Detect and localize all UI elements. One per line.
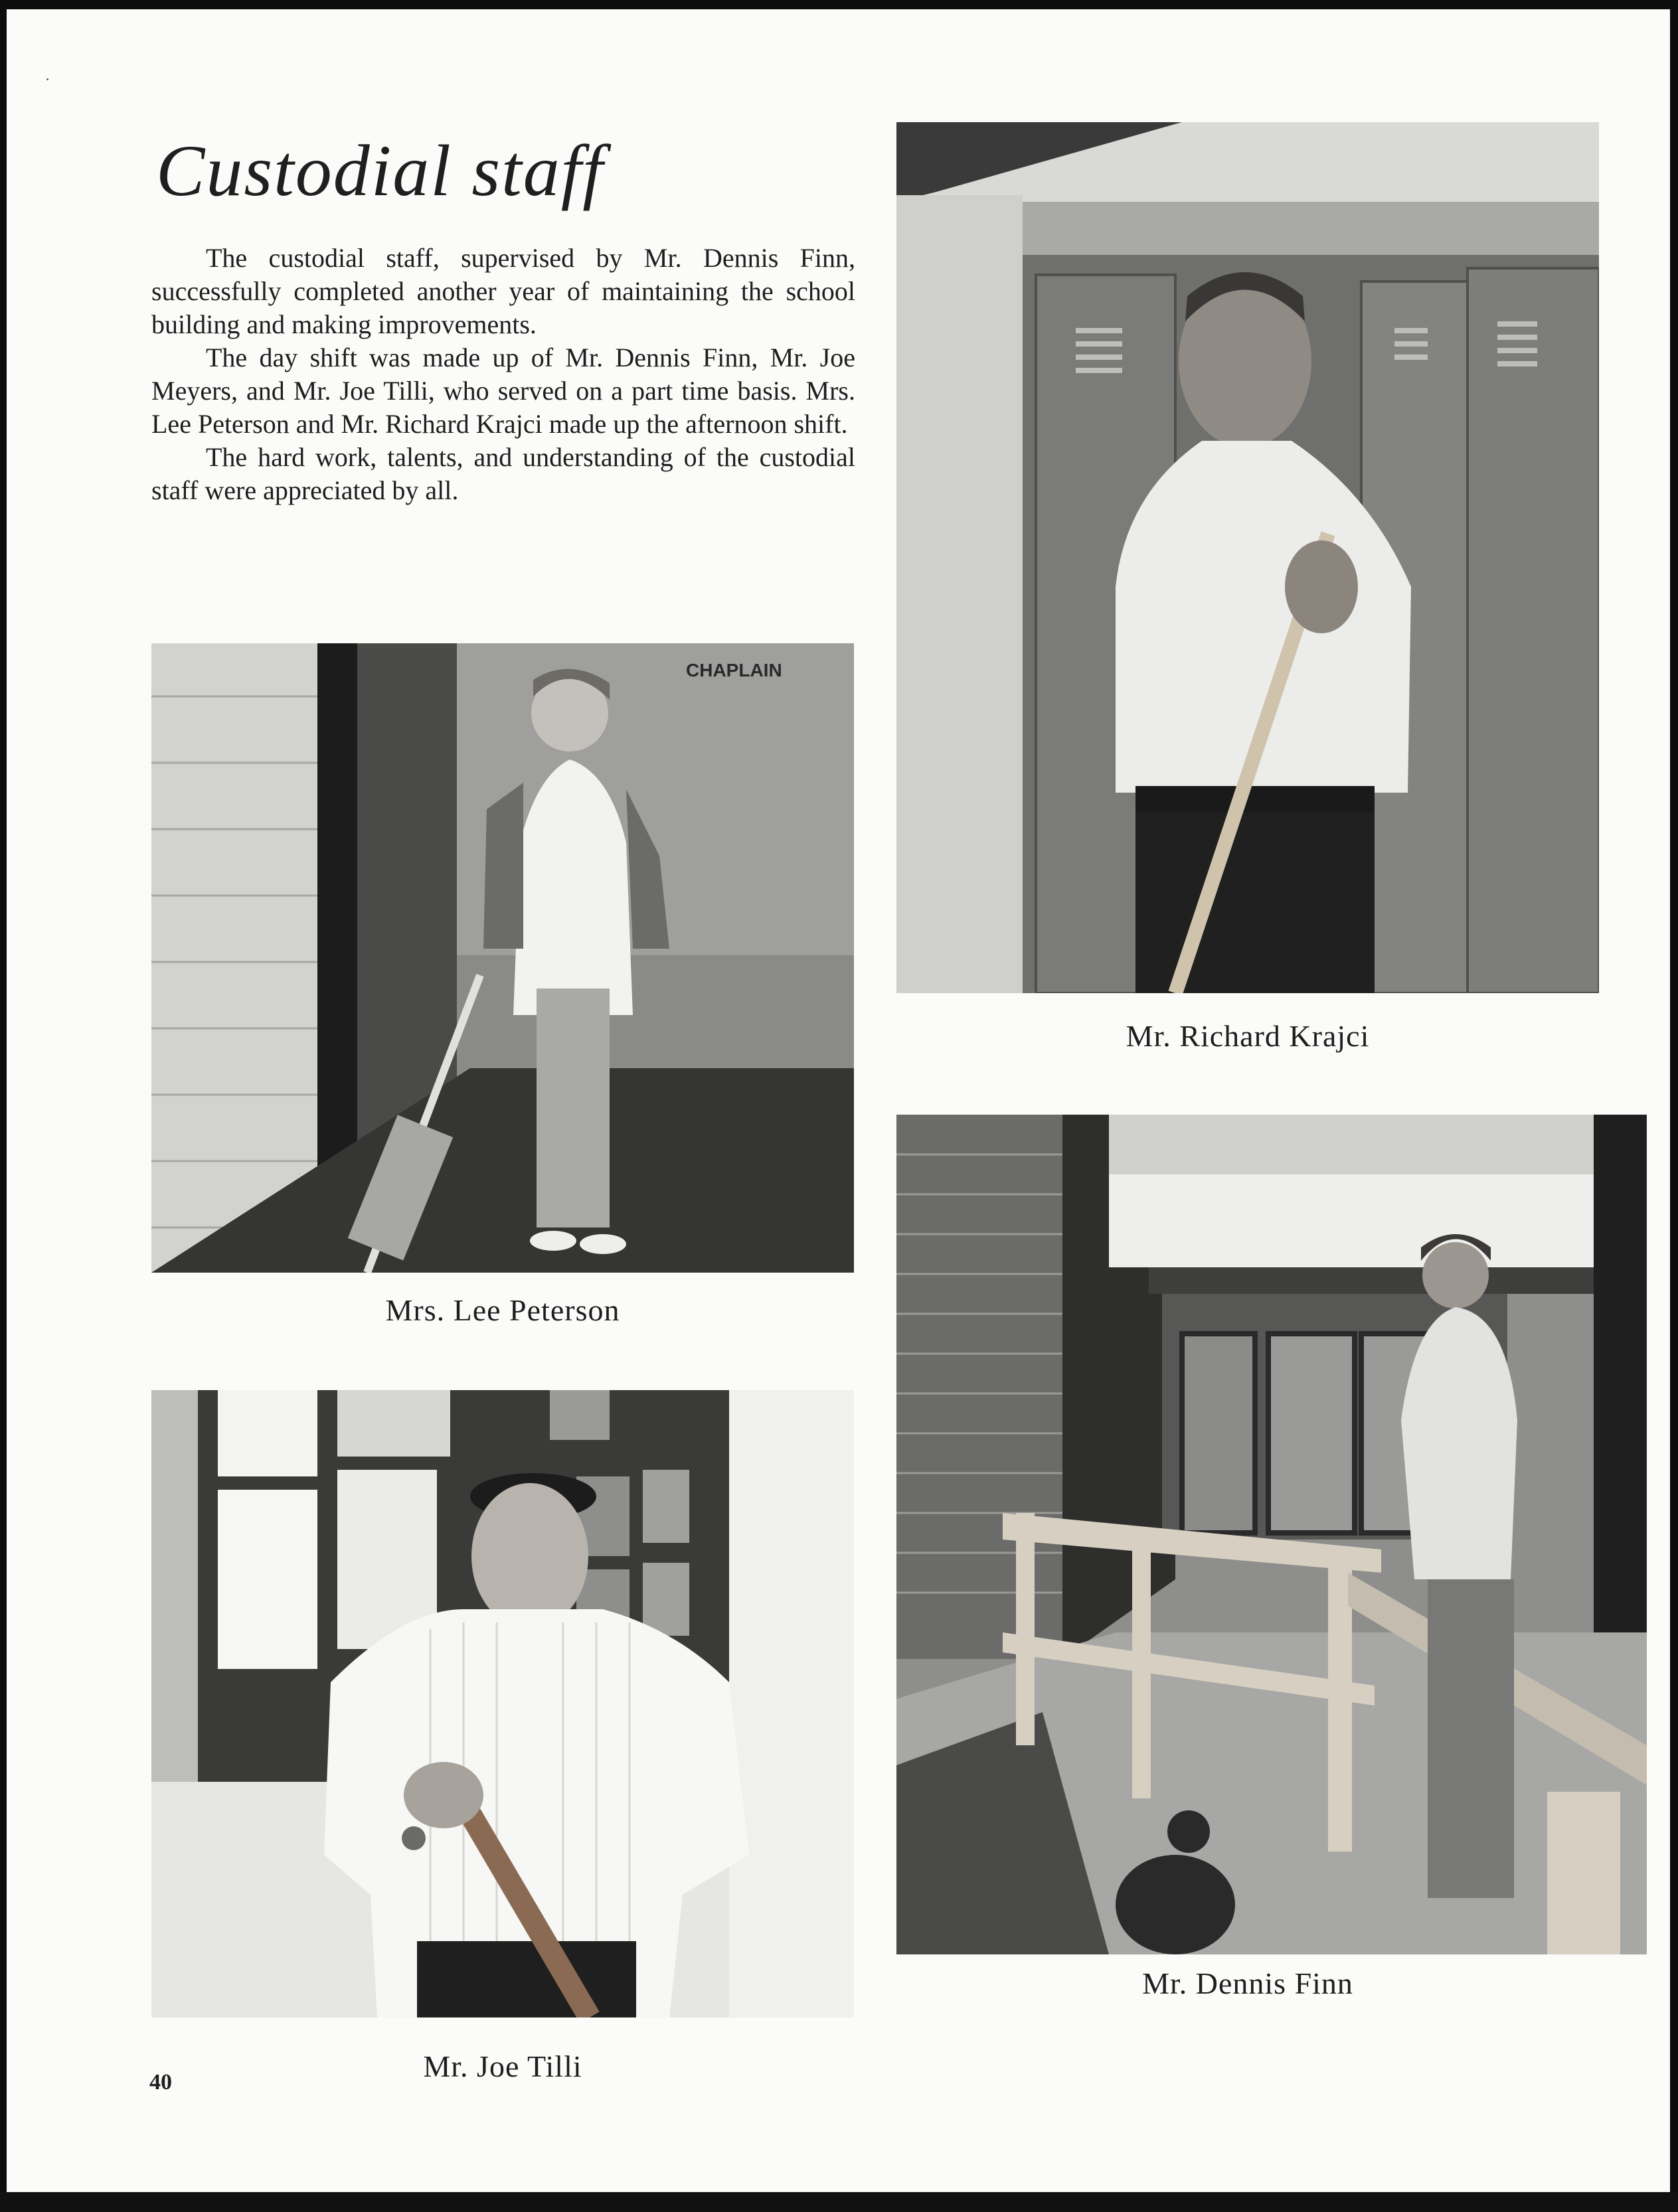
speck — [46, 78, 48, 80]
caption-richard-krajci: Mr. Richard Krajci — [1126, 1019, 1370, 1053]
caption-joe-tilli: Mr. Joe Tilli — [423, 2049, 582, 2083]
caption-dennis-finn: Mr. Dennis Finn — [1142, 1966, 1353, 2000]
photo-joe-tilli — [151, 1390, 854, 2017]
paragraph-3: The hard work, talents, and understanding of the custodial staff were appreciated by all. — [151, 442, 855, 505]
article-body — [151, 242, 855, 507]
photo-richard-krajci — [896, 122, 1599, 993]
page-number: 40 — [149, 2070, 172, 2094]
yearbook-page — [7, 9, 1670, 2192]
photo-dennis-finn — [896, 1115, 1647, 1954]
page-title: Custodial staff — [156, 130, 604, 211]
photo-lee-peterson — [151, 643, 854, 1273]
caption-lee-peterson: Mrs. Lee Peterson — [385, 1293, 620, 1327]
paragraph-2: The day shift was made up of Mr. Dennis Finn, Mr. Joe Meyers, and Mr. Joe Tilli, who served on a part time basis. Mrs. Lee Peterson and Mr. Richard Krajci made up the afternoon shift. — [151, 343, 855, 439]
scan-edge — [0, 2192, 1678, 2212]
wall-sign-text: CHAPLAIN — [686, 660, 782, 680]
paragraph-1: The custodial staff, supervised by Mr. Dennis Finn, successfully completed another year of maintaining the school building and making improvements. — [151, 243, 855, 339]
